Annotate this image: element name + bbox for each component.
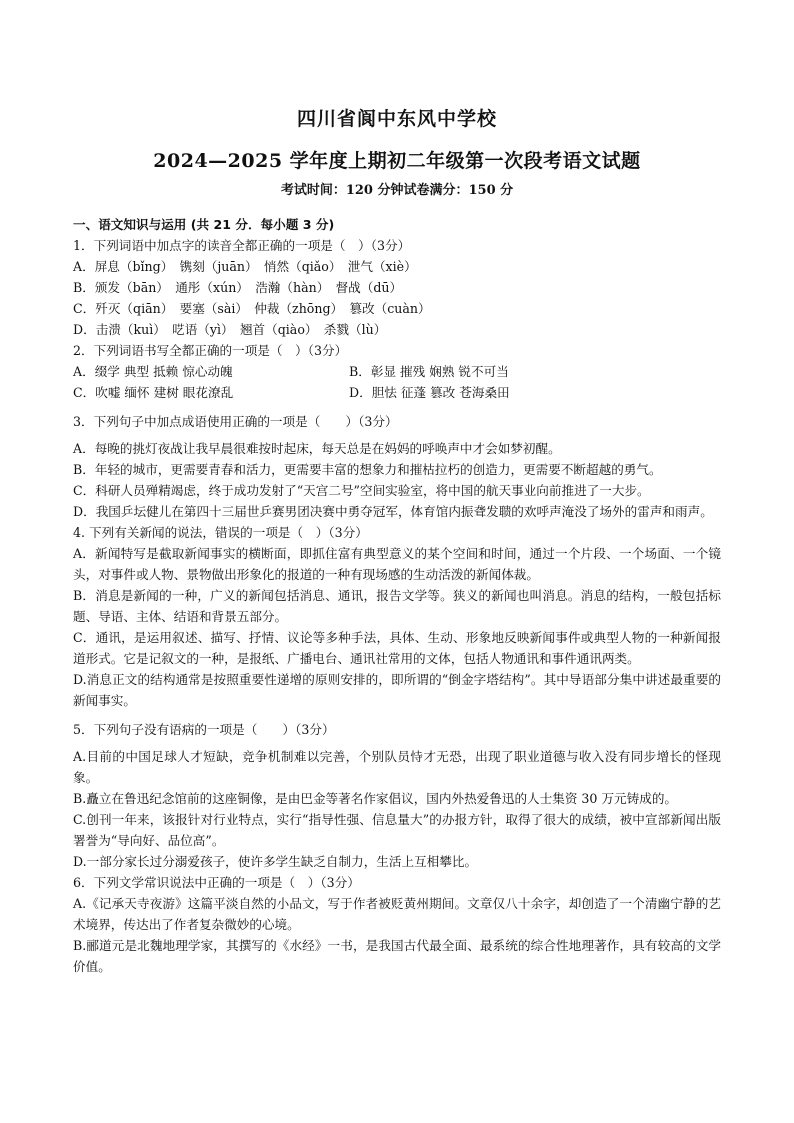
question-6 [73, 872, 721, 977]
option-b: B.矗立在鲁迅纪念馆前的这座铜像，是由巴金等著名作家倡议，国内外热爱鲁迅的人士集资 30 万元铸成的。 [73, 791, 678, 806]
option-a: A．缀学 典型 抵赖 惊心动魄 [73, 364, 233, 379]
option-d: D．我国乒坛健儿在第四十三届世乒赛男团决赛中勇夺冠军，体育馆内振聋发聩的欢呼声淹没了场外的雷声和雨声。 [73, 504, 713, 519]
option-a: A.目前的中国足球人才短缺，竞争机制难以完善，个别队员恃才无恐，出现了职业道德与收入没有同步增长的怪现象。 [73, 749, 721, 785]
option-c: C.创刊一年来，该报针对行业特点，实行“指导性强、信息量大”的办报方针，取得了很大的成绩，被中宣部新闻出版署誉为“导向好、品位高”。 [73, 812, 721, 848]
option-d: D.一部分家长过分溺爱孩子，使许多学生缺乏自制力，生活上互相攀比。 [73, 854, 478, 869]
option-a: A．屏息（bǐng） 镌刻（juān） 悄然（qiǎo） 泄气（xiè） [73, 259, 417, 274]
option-c: C．通讯，是运用叙述、描写、抒情、议论等多种手法，具体、生动、形象地反映新闻事件或典型人物的一种新闻报道形式。它是记叙文的一种，是报纸、广播电台、通讯社常用的文体，包括人物通讯和事件通讯两类。 [73, 630, 721, 666]
option-b: B．颁发（bān） 通彤（xún） 浩瀚（hàn） 督战（dū） [73, 280, 403, 295]
question-stem: 5．下列句子没有语病的一项是（ ）（3分） [73, 722, 335, 737]
option-c: C．吹嘘 缅怀 建树 眼花潦乱 [73, 385, 234, 400]
option-d: D.消息正文的结构通常是按照重要性递增的原则安排的，即所谓的“倒金字塔结构”。其中导语部分集中讲述最重要的新闻事实。 [73, 672, 721, 708]
question-4 [73, 522, 721, 711]
option-d: D．胆怯 征蓬 篡改 苍海桑田 [349, 385, 510, 400]
option-a: A．每晚的挑灯夜战让我早晨很难按时起床，每天总是在妈妈的呼唤声中才会如梦初醒。 [73, 441, 561, 456]
option-b: B.郦道元是北魏地理学家，其撰写的《水经》一书，是我国古代最全面、最系统的综合性地理著作，具有较高的文学价值。 [73, 938, 721, 974]
option-row [73, 382, 721, 403]
question-3 [73, 411, 721, 522]
question-1 [73, 235, 721, 340]
option-c: C．歼灭（qiān） 要塞（sài） 仲裁（zhōng） 篡改（cuàn） [73, 301, 431, 316]
option-row [73, 361, 721, 382]
option-b: B．年轻的城市，更需要青春和活力，更需要丰富的想象力和摧枯拉朽的创造力，更需要不断超越的勇气。 [73, 462, 662, 477]
exam-info: 考试时间：120 分钟试卷满分：150 分 [280, 183, 514, 198]
option-b: B．彰显 摧残 娴熟 锐不可当 [349, 364, 509, 379]
question-2 [73, 340, 721, 403]
section-heading: 一、语文知识与运用 (共 21 分．每小题 3 分) [73, 217, 335, 232]
question-stem: 4. 下列有关新闻的说法，错误的一项是（ ）（3分） [73, 525, 368, 540]
question-stem: 3．下列句子中加点成语使用正确的一项是（ ）（3分） [73, 414, 398, 429]
question-stem: 2．下列词语书写全都正确的一项是（ ）（3分） [73, 343, 348, 358]
question-5 [73, 719, 721, 872]
school-title: 四川省阆中东风中学校 [296, 108, 497, 130]
option-a: A.《记承天寺夜游》这篇平淡自然的小品文，写于作者被贬黄州期间。文章仅八十余字，却创造了一个清幽宁静的艺术境界，传达出了作者复杂微妙的心境。 [73, 896, 721, 932]
question-stem: 6．下列文学常识说法中正确的一项是（ ）（3分） [73, 875, 360, 890]
option-c: C．科研人员殚精竭虑，终于成功发射了“天宫二号”空间实验室，将中国的航天事业向前推进了一大步。 [73, 483, 650, 498]
exam-content [73, 214, 721, 977]
option-a: A．新闻特写是截取新闻事实的横断面，即抓住富有典型意义的某个空间和时间，通过一个片段、一个场面、一个镜头，对事件或人物、景物做出形象化的报道的一种有现场感的生动活泼的新闻体裁。 [73, 546, 721, 582]
option-b: B．消息是新闻的一种，广义的新闻包括消息、通讯，报告文学等。狭义的新闻也叫消息。消息的结构，一般包括标题、导语、主体、结语和背景五部分。 [73, 588, 721, 624]
option-d: D．击溃（kuì） 呓语（yì） 翘首（qiào） 杀戮（lù） [73, 322, 387, 337]
exam-title: 2024—2025 学年度上期初二年级第一次段考语文试题 [153, 150, 641, 172]
question-stem: 1．下列词语中加点字的读音全都正确的一项是（ ）（3分） [73, 238, 411, 253]
